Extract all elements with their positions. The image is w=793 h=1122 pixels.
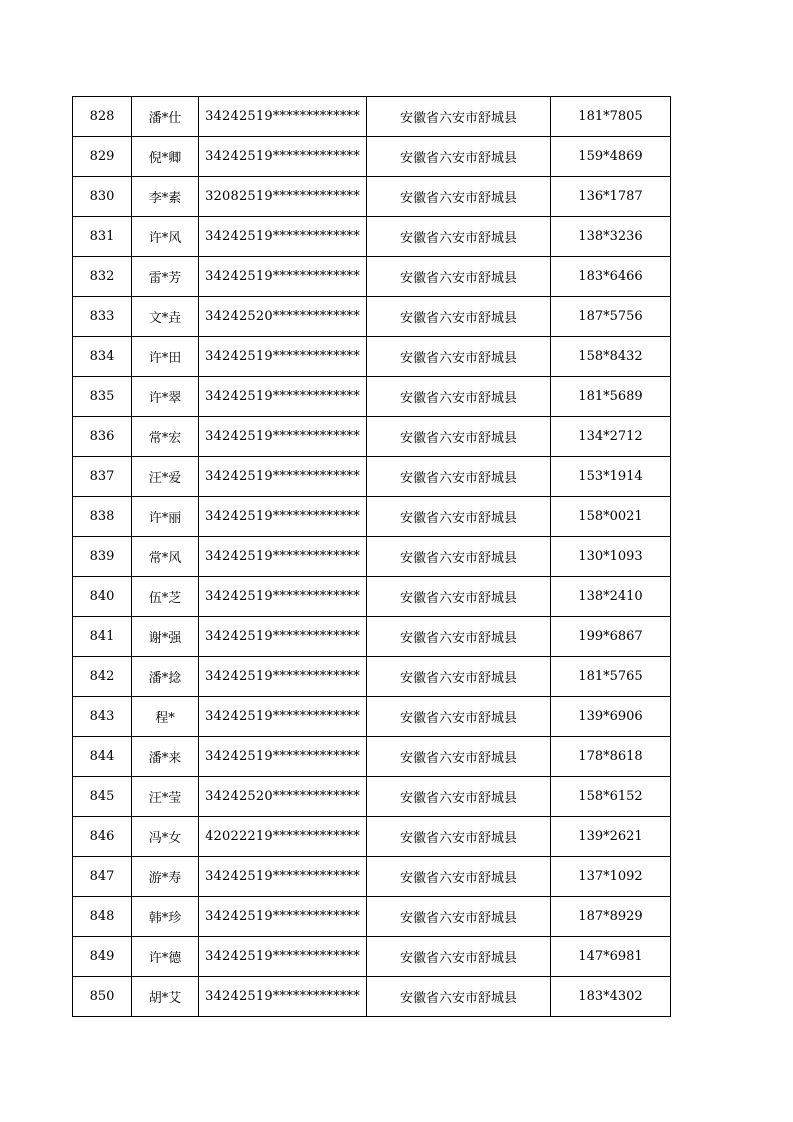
phone-cell: 158*6152 [551, 777, 671, 817]
row-number-cell: 848 [73, 897, 132, 937]
name-cell: 文*垚 [132, 297, 199, 337]
phone-cell: 138*2410 [551, 577, 671, 617]
table-row [73, 977, 671, 1017]
id-number-cell: 34242519************* [199, 497, 367, 537]
address-cell: 安徽省六安市舒城县 [367, 337, 551, 377]
row-number-cell: 835 [73, 377, 132, 417]
phone-cell: 181*5689 [551, 377, 671, 417]
table-row [73, 137, 671, 177]
row-number-cell: 833 [73, 297, 132, 337]
row-number-cell: 834 [73, 337, 132, 377]
address-cell: 安徽省六安市舒城县 [367, 697, 551, 737]
name-cell: 雷*芳 [132, 257, 199, 297]
address-cell: 安徽省六安市舒城县 [367, 617, 551, 657]
address-cell: 安徽省六安市舒城县 [367, 497, 551, 537]
address-cell: 安徽省六安市舒城县 [367, 897, 551, 937]
phone-cell: 158*8432 [551, 337, 671, 377]
id-number-cell: 34242519************* [199, 417, 367, 457]
name-cell: 许*翠 [132, 377, 199, 417]
name-cell: 伍*芝 [132, 577, 199, 617]
id-number-cell: 34242520************* [199, 297, 367, 337]
address-cell: 安徽省六安市舒城县 [367, 817, 551, 857]
name-cell: 汪*莹 [132, 777, 199, 817]
id-number-cell: 34242519************* [199, 337, 367, 377]
phone-cell: 181*5765 [551, 657, 671, 697]
id-number-cell: 34242519************* [199, 217, 367, 257]
table-row [73, 97, 671, 137]
table-row [73, 897, 671, 937]
id-number-cell: 32082519************* [199, 177, 367, 217]
name-cell: 许*德 [132, 937, 199, 977]
table-row [73, 857, 671, 897]
address-cell: 安徽省六安市舒城县 [367, 217, 551, 257]
name-cell: 常*风 [132, 537, 199, 577]
phone-cell: 187*8929 [551, 897, 671, 937]
name-cell: 潘*仕 [132, 97, 199, 137]
name-cell: 胡*艾 [132, 977, 199, 1017]
row-number-cell: 836 [73, 417, 132, 457]
address-cell: 安徽省六安市舒城县 [367, 97, 551, 137]
table-row [73, 337, 671, 377]
address-cell: 安徽省六安市舒城县 [367, 457, 551, 497]
id-number-cell: 34242519************* [199, 737, 367, 777]
id-number-cell: 34242519************* [199, 617, 367, 657]
phone-cell: 187*5756 [551, 297, 671, 337]
table-row [73, 457, 671, 497]
address-cell: 安徽省六安市舒城县 [367, 737, 551, 777]
phone-cell: 136*1787 [551, 177, 671, 217]
phone-cell: 153*1914 [551, 457, 671, 497]
phone-cell: 130*1093 [551, 537, 671, 577]
table-row [73, 617, 671, 657]
phone-cell: 181*7805 [551, 97, 671, 137]
name-cell: 许*风 [132, 217, 199, 257]
id-number-cell: 34242519************* [199, 977, 367, 1017]
table-row [73, 297, 671, 337]
row-number-cell: 841 [73, 617, 132, 657]
row-number-cell: 838 [73, 497, 132, 537]
name-cell: 常*宏 [132, 417, 199, 457]
phone-cell: 178*8618 [551, 737, 671, 777]
phone-cell: 147*6981 [551, 937, 671, 977]
phone-cell: 137*1092 [551, 857, 671, 897]
row-number-cell: 828 [73, 97, 132, 137]
name-cell: 游*寿 [132, 857, 199, 897]
phone-cell: 183*6466 [551, 257, 671, 297]
table-row [73, 697, 671, 737]
name-cell: 倪*卿 [132, 137, 199, 177]
table-row [73, 177, 671, 217]
address-cell: 安徽省六安市舒城县 [367, 137, 551, 177]
id-number-cell: 34242519************* [199, 937, 367, 977]
name-cell: 许*田 [132, 337, 199, 377]
address-cell: 安徽省六安市舒城县 [367, 577, 551, 617]
phone-cell: 183*4302 [551, 977, 671, 1017]
table-row [73, 377, 671, 417]
address-cell: 安徽省六安市舒城县 [367, 417, 551, 457]
id-number-cell: 34242519************* [199, 137, 367, 177]
id-number-cell: 34242519************* [199, 897, 367, 937]
id-number-cell: 34242519************* [199, 377, 367, 417]
row-number-cell: 829 [73, 137, 132, 177]
address-cell: 安徽省六安市舒城县 [367, 977, 551, 1017]
name-cell: 程* [132, 697, 199, 737]
table-row [73, 937, 671, 977]
row-number-cell: 840 [73, 577, 132, 617]
phone-cell: 139*6906 [551, 697, 671, 737]
name-cell: 李*素 [132, 177, 199, 217]
address-cell: 安徽省六安市舒城县 [367, 377, 551, 417]
row-number-cell: 830 [73, 177, 132, 217]
records-table [72, 96, 671, 1017]
row-number-cell: 846 [73, 817, 132, 857]
row-number-cell: 843 [73, 697, 132, 737]
row-number-cell: 839 [73, 537, 132, 577]
address-cell: 安徽省六安市舒城县 [367, 937, 551, 977]
id-number-cell: 34242519************* [199, 697, 367, 737]
table-row [73, 417, 671, 457]
address-cell: 安徽省六安市舒城县 [367, 537, 551, 577]
id-number-cell: 34242519************* [199, 457, 367, 497]
table-row [73, 777, 671, 817]
row-number-cell: 842 [73, 657, 132, 697]
table-row [73, 817, 671, 857]
id-number-cell: 34242519************* [199, 577, 367, 617]
table-row [73, 217, 671, 257]
name-cell: 谢*强 [132, 617, 199, 657]
row-number-cell: 847 [73, 857, 132, 897]
table-row [73, 577, 671, 617]
table-row [73, 537, 671, 577]
phone-cell: 158*0021 [551, 497, 671, 537]
id-number-cell: 34242519************* [199, 97, 367, 137]
name-cell: 汪*爱 [132, 457, 199, 497]
row-number-cell: 837 [73, 457, 132, 497]
table-row [73, 737, 671, 777]
name-cell: 韩*珍 [132, 897, 199, 937]
address-cell: 安徽省六安市舒城县 [367, 777, 551, 817]
phone-cell: 199*6867 [551, 617, 671, 657]
address-cell: 安徽省六安市舒城县 [367, 657, 551, 697]
table-row [73, 257, 671, 297]
id-number-cell: 34242519************* [199, 657, 367, 697]
name-cell: 冯*女 [132, 817, 199, 857]
name-cell: 潘*来 [132, 737, 199, 777]
address-cell: 安徽省六安市舒城县 [367, 177, 551, 217]
row-number-cell: 849 [73, 937, 132, 977]
id-number-cell: 34242519************* [199, 537, 367, 577]
id-number-cell: 34242519************* [199, 857, 367, 897]
name-cell: 潘*捻 [132, 657, 199, 697]
row-number-cell: 850 [73, 977, 132, 1017]
phone-cell: 134*2712 [551, 417, 671, 457]
id-number-cell: 34242520************* [199, 777, 367, 817]
phone-cell: 159*4869 [551, 137, 671, 177]
address-cell: 安徽省六安市舒城县 [367, 257, 551, 297]
phone-cell: 139*2621 [551, 817, 671, 857]
row-number-cell: 832 [73, 257, 132, 297]
id-number-cell: 34242519************* [199, 257, 367, 297]
table-row [73, 657, 671, 697]
records-table-body [73, 97, 671, 1017]
phone-cell: 138*3236 [551, 217, 671, 257]
table-row [73, 497, 671, 537]
row-number-cell: 844 [73, 737, 132, 777]
row-number-cell: 845 [73, 777, 132, 817]
address-cell: 安徽省六安市舒城县 [367, 857, 551, 897]
address-cell: 安徽省六安市舒城县 [367, 297, 551, 337]
row-number-cell: 831 [73, 217, 132, 257]
id-number-cell: 42022219************* [199, 817, 367, 857]
name-cell: 许*丽 [132, 497, 199, 537]
